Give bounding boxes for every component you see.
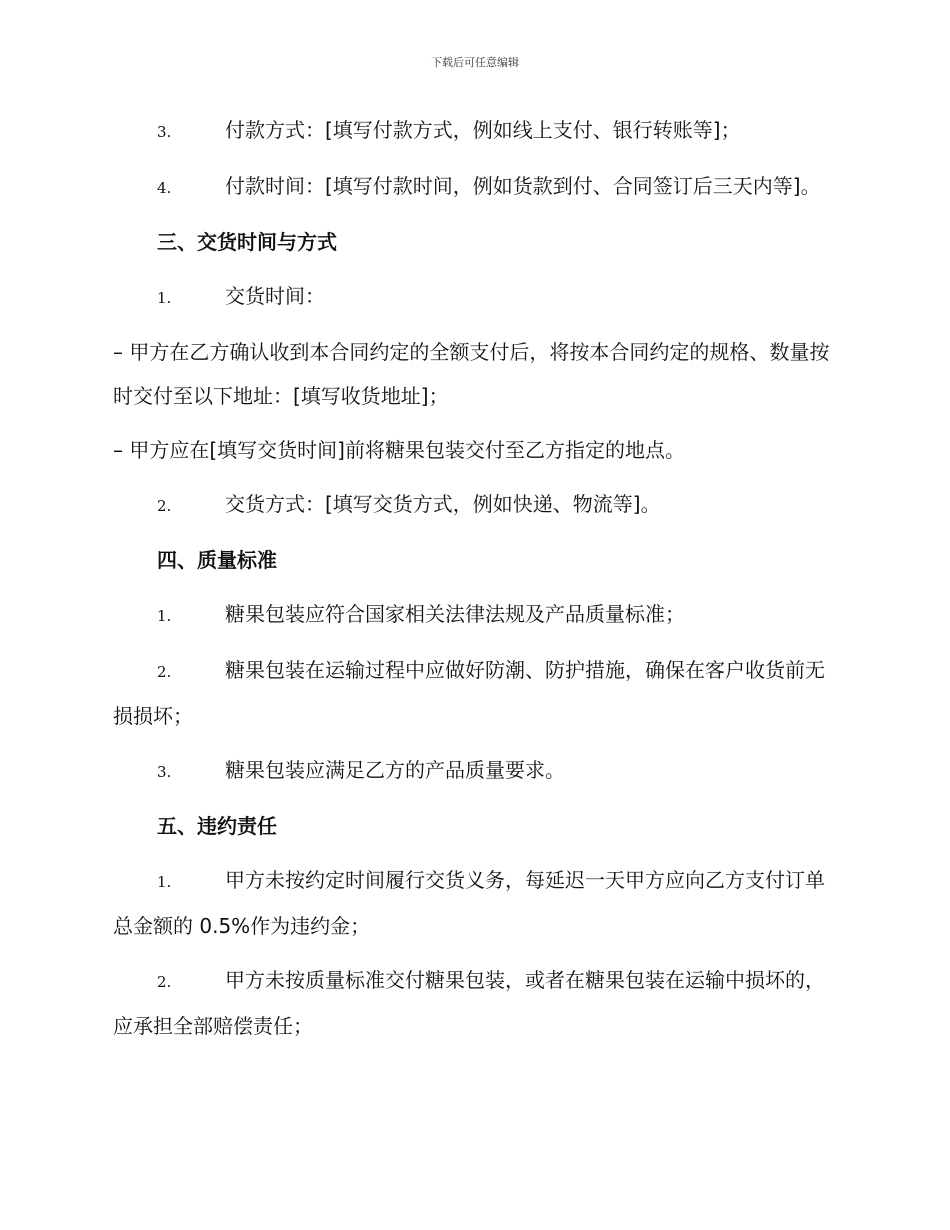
list-item [113, 648, 835, 738]
item-number: 1. [157, 873, 172, 891]
section-heading: 三、交货时间与方式 [157, 230, 337, 254]
list-item [113, 858, 835, 948]
item-text: 付款方式：[填写付款方式，例如线上支付、银行转账等]； [225, 118, 741, 142]
item-text: 糖果包装应符合国家相关法律法规及产品质量标准； [225, 602, 685, 626]
item-text: 交货时间： [225, 284, 325, 308]
list-item [113, 274, 835, 320]
section-heading: 五、违约责任 [157, 814, 277, 838]
section-heading: 四、质量标准 [157, 548, 277, 572]
item-number: 2. [157, 663, 172, 681]
item-text: 交货方式：[填写交货方式，例如快递、物流等]。 [225, 492, 661, 516]
page-header: 下载后可任意编辑 [431, 56, 519, 69]
bullet-paragraph: – 甲方在乙方确认收到本合同约定的全额支付后，将按本合同约定的规格、数量按时交付至以下地址：[填写收货地址]； [113, 340, 830, 408]
document-body [113, 108, 835, 1058]
bullet-paragraph: – 甲方应在[填写交货时间]前将糖果包装交付至乙方指定的地点。 [113, 438, 685, 462]
item-text: 付款时间：[填写付款时间，例如货款到付、合同签订后三天内等]。 [225, 174, 821, 198]
list-item [113, 482, 835, 528]
item-number: 2. [157, 497, 172, 515]
item-number: 2. [157, 973, 172, 991]
item-number: 1. [157, 607, 172, 625]
list-item [113, 748, 835, 794]
item-text: 糖果包装应满足乙方的产品质量要求。 [225, 758, 565, 782]
item-number: 3. [157, 763, 172, 781]
item-text: 糖果包装在运输过程中应做好防潮、防护措施，确保在客户收货前无损损坏； [113, 658, 825, 728]
item-number: 1. [157, 289, 172, 307]
list-item [113, 958, 835, 1048]
list-item [113, 592, 835, 638]
list-item [113, 164, 835, 210]
list-item [113, 108, 835, 154]
item-text: 甲方未按质量标准交付糖果包装，或者在糖果包装在运输中损坏的，应承担全部赔偿责任； [113, 968, 825, 1038]
item-number: 3. [157, 123, 172, 141]
item-text: 甲方未按约定时间履行交货义务，每延迟一天甲方应向乙方支付订单总金额的 0.5%作为违约金； [113, 868, 825, 938]
item-number: 4. [157, 179, 172, 197]
